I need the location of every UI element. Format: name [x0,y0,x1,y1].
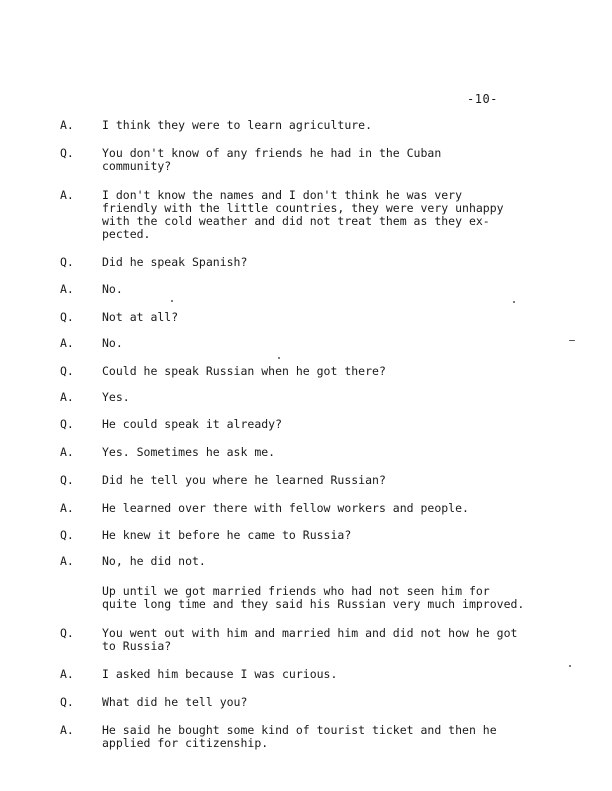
scan-speck [513,301,515,303]
speaker-label: A. [60,188,74,202]
speaker-label: Q. [60,255,74,269]
speaker-label: A. [60,667,74,681]
entry-text: I asked him because I was curious. [102,667,338,681]
speaker-label: Q. [60,473,74,487]
entry-text: No, he did not. [102,554,206,568]
speaker-label: A. [60,118,74,132]
entry-text: Up until we got married friends who had not seen him for quite long time and they said his Russian very much improved. [102,584,525,611]
entry-text: You went out with him and married him and did not how he got to Russia? [102,626,518,653]
scan-speck [171,300,173,302]
speaker-label: A. [60,282,74,296]
entry-text: You don't know of any friends he had in the Cuban community? [102,146,442,173]
entry-text: He could speak it already? [102,417,283,431]
entry-text: He said he bought some kind of tourist ticket and then he applied for citizenship. [102,723,497,750]
speaker-label: A. [60,723,74,737]
speaker-label: Q. [60,695,74,709]
entry-text: No. [102,282,123,296]
page-number: -10- [467,92,498,106]
speaker-label: Q. [60,417,74,431]
speaker-label: A. [60,445,74,459]
speaker-label: Q. [60,364,74,378]
entry-text: Could he speak Russian when he got there? [102,364,386,378]
entry-text: He knew it before he came to Russia? [102,528,352,542]
speaker-label: A. [60,336,74,350]
speaker-label: A. [60,390,74,404]
entry-text: Did he tell you where he learned Russian? [102,473,386,487]
speaker-label: Q. [60,528,74,542]
entry-text: Yes. [102,390,130,404]
speaker-label: Q. [60,626,74,640]
entry-text: Not at all? [102,310,179,324]
entry-text: Yes. Sometimes he ask me. [102,445,276,459]
scan-speck [569,665,571,667]
entry-text: I don't know the names and I don't think he was very friendly with the little countries, they were very unhappy with the cold weather and did not treat them as they ex- pected. [102,188,504,241]
speaker-label: A. [60,554,74,568]
speaker-label: Q. [60,310,74,324]
scan-speck [278,357,280,359]
scan-speck [569,340,575,341]
entry-text: I think they were to learn agriculture. [102,118,373,132]
entry-text: What did he tell you? [102,695,248,709]
entry-text: He learned over there with fellow workers and people. [102,501,469,515]
entry-text: No. [102,336,123,350]
speaker-label: Q. [60,146,74,160]
entry-text: Did he speak Spanish? [102,255,248,269]
speaker-label: A. [60,501,74,515]
